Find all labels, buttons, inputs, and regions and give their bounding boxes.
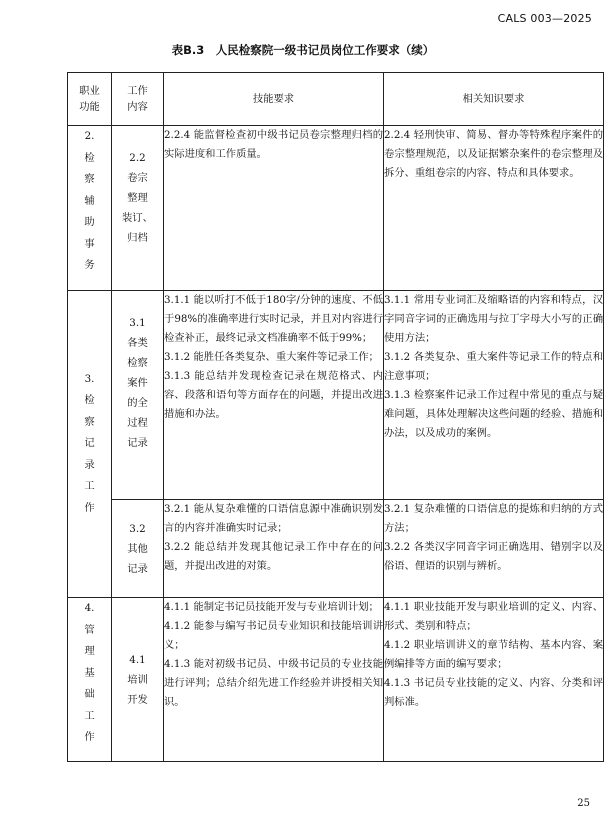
function-char: 务 bbox=[84, 259, 95, 271]
work-content-cell bbox=[112, 291, 164, 500]
work-content-cell bbox=[112, 598, 164, 762]
knowledge-item: 4.1.2 职业培训讲义的章节结构、基本内容、案例编排等方面的编写要求； bbox=[384, 639, 603, 670]
function-cell bbox=[68, 291, 112, 598]
skill-item: 4.1.3 能对初级书记员、中级书记员的专业技能进行评判；总结介绍先进工作经验并讲授相关知识。 bbox=[164, 658, 383, 708]
function-char: 察 bbox=[84, 173, 95, 185]
knowledge-item: 3.1.1 常用专业词汇及缩略语的内容和特点，汉字同音字词的正确选用与拉丁字母大小写的正确使用方法； bbox=[384, 294, 603, 344]
table-row bbox=[68, 126, 604, 291]
document-code: CALS 003—2025 bbox=[497, 12, 592, 25]
function-char: 检 bbox=[84, 394, 95, 407]
function-char: 检 bbox=[84, 151, 95, 164]
function-char: 基 bbox=[84, 666, 95, 679]
table-row bbox=[68, 291, 604, 500]
knowledge-item: 3.1.3 检察案件记录工作过程中常见的重点与疑难问题，具体处理解决这些问题的经验、措施和办法，以及成功的案例。 bbox=[384, 389, 603, 439]
work-content-line: 过程 bbox=[127, 417, 148, 429]
skill-item: 4.1.1 能制定书记员技能开发与专业培训计划； bbox=[164, 601, 379, 613]
work-content-cell bbox=[112, 500, 164, 598]
function-char: 录 bbox=[84, 458, 95, 471]
header-work-content-line: 内容 bbox=[127, 101, 148, 113]
work-content-line: 3.2 bbox=[129, 522, 146, 535]
header-function-line: 功能 bbox=[79, 101, 100, 113]
table-row bbox=[68, 598, 604, 762]
knowledge-item: 3.2.1 复杂难懂的口语信息的提炼和归纳的方式方法； bbox=[384, 503, 603, 534]
knowledge-cell bbox=[384, 126, 604, 291]
work-content-line: 检察 bbox=[127, 357, 148, 369]
function-cell bbox=[68, 598, 112, 762]
knowledge-cell bbox=[384, 291, 604, 500]
skill-item: 4.1.2 能参与编写书记员专业知识和技能培训讲义； bbox=[164, 620, 383, 651]
skill-cell bbox=[164, 598, 384, 762]
function-char: 助 bbox=[84, 216, 95, 228]
function-char: 察 bbox=[84, 415, 95, 428]
skill-cell bbox=[164, 126, 384, 291]
header-work-content bbox=[112, 73, 164, 126]
work-content-line: 各类 bbox=[127, 337, 148, 349]
skill-item: 3.2.2 能总结并发现其他记录工作中存在的问题，并提出改进的对策。 bbox=[164, 541, 383, 572]
knowledge-cell bbox=[384, 598, 604, 762]
function-char: 工 bbox=[84, 480, 95, 493]
work-content-line: 培训 bbox=[127, 673, 148, 686]
knowledge-item: 4.1.3 书记员专业技能的定义、内容、分类和评判标准。 bbox=[384, 677, 603, 708]
knowledge-item: 3.1.2 各类复杂、重大案件等记录工作的特点和注意事项； bbox=[384, 351, 603, 382]
function-char: 作 bbox=[84, 501, 95, 514]
skill-item: 3.1.1 能以听打不低于180字/分钟的速度、不低于98%的准确率进行实时记录，并且对内容进行检查补正，最终记录文档准确率不低于99%； bbox=[164, 294, 383, 344]
table-title: 表B.3 人民检察院一级书记员岗位工作要求（续） bbox=[171, 43, 435, 57]
knowledge-item: 4.1.1 职业技能开发与职业培训的定义、内容、形式、类别和特点； bbox=[384, 601, 603, 632]
header-function bbox=[68, 73, 112, 126]
knowledge-item: 2.2.4 轻刑快审、简易、督办等特殊程序案件的卷宗整理规范，以及证据繁杂案件的卷宗整理及拆分、重组卷宗的内容、特点和具体要求。 bbox=[384, 129, 603, 179]
function-char: 2. bbox=[84, 130, 95, 142]
function-cell bbox=[68, 126, 112, 291]
function-char: 管 bbox=[84, 623, 95, 636]
work-content-line: 归档 bbox=[127, 232, 148, 244]
skill-item: 2.2.4 能监督检查初中级书记员卷宗整理归档的实际进度和工作质量。 bbox=[164, 129, 383, 160]
work-content-cell bbox=[112, 126, 164, 291]
function-char: 工 bbox=[84, 709, 95, 722]
table-header-row bbox=[68, 73, 604, 126]
skill-item: 3.1.2 能胜任各类复杂、重大案件等记录工作； bbox=[164, 351, 379, 363]
work-content-line: 整理 bbox=[127, 192, 148, 204]
work-content-line: 记录 bbox=[127, 562, 148, 575]
function-char: 4. bbox=[84, 602, 95, 614]
function-char: 3. bbox=[84, 372, 95, 385]
page-number: 25 bbox=[577, 798, 590, 809]
header-knowledge: 相关知识要求 bbox=[384, 73, 604, 126]
table-row bbox=[68, 500, 604, 598]
skill-item: 3.2.1 能从复杂难懂的口语信息源中准确识别发言的内容并准确实时记录； bbox=[164, 503, 383, 534]
work-content-line: 卷宗 bbox=[127, 172, 148, 184]
work-content-line: 装订、 bbox=[122, 212, 153, 224]
function-char: 础 bbox=[84, 688, 95, 700]
work-content-line: 其他 bbox=[127, 542, 148, 555]
work-content-line: 2.2 bbox=[129, 152, 146, 164]
function-char: 事 bbox=[84, 237, 95, 250]
knowledge-item: 3.2.2 各类汉字同音字词正确选用、错别字以及俗语、俚语的识别与辨析。 bbox=[384, 541, 603, 572]
work-content-line: 4.1 bbox=[129, 653, 146, 666]
header-skill: 技能要求 bbox=[164, 73, 384, 126]
skill-cell bbox=[164, 500, 384, 598]
work-content-line: 开发 bbox=[127, 693, 148, 706]
knowledge-cell bbox=[384, 500, 604, 598]
function-char: 理 bbox=[84, 645, 95, 657]
job-requirements-table bbox=[67, 72, 604, 762]
work-content-line: 的全 bbox=[127, 397, 148, 409]
header-work-content-line: 工作 bbox=[127, 85, 148, 97]
header-function-line: 职业 bbox=[79, 85, 100, 97]
work-content-line: 记录 bbox=[127, 437, 148, 449]
function-char: 辅 bbox=[84, 194, 95, 207]
function-char: 记 bbox=[84, 437, 95, 450]
work-content-line: 3.1 bbox=[129, 317, 146, 329]
function-char: 作 bbox=[84, 731, 95, 743]
work-content-line: 案件 bbox=[127, 377, 148, 389]
skill-item: 3.1.3 能总结并发现检查记录在规范格式、内容、段落和语句等方面存在的问题，并提出改进措施和办法。 bbox=[164, 370, 383, 420]
skill-cell bbox=[164, 291, 384, 500]
